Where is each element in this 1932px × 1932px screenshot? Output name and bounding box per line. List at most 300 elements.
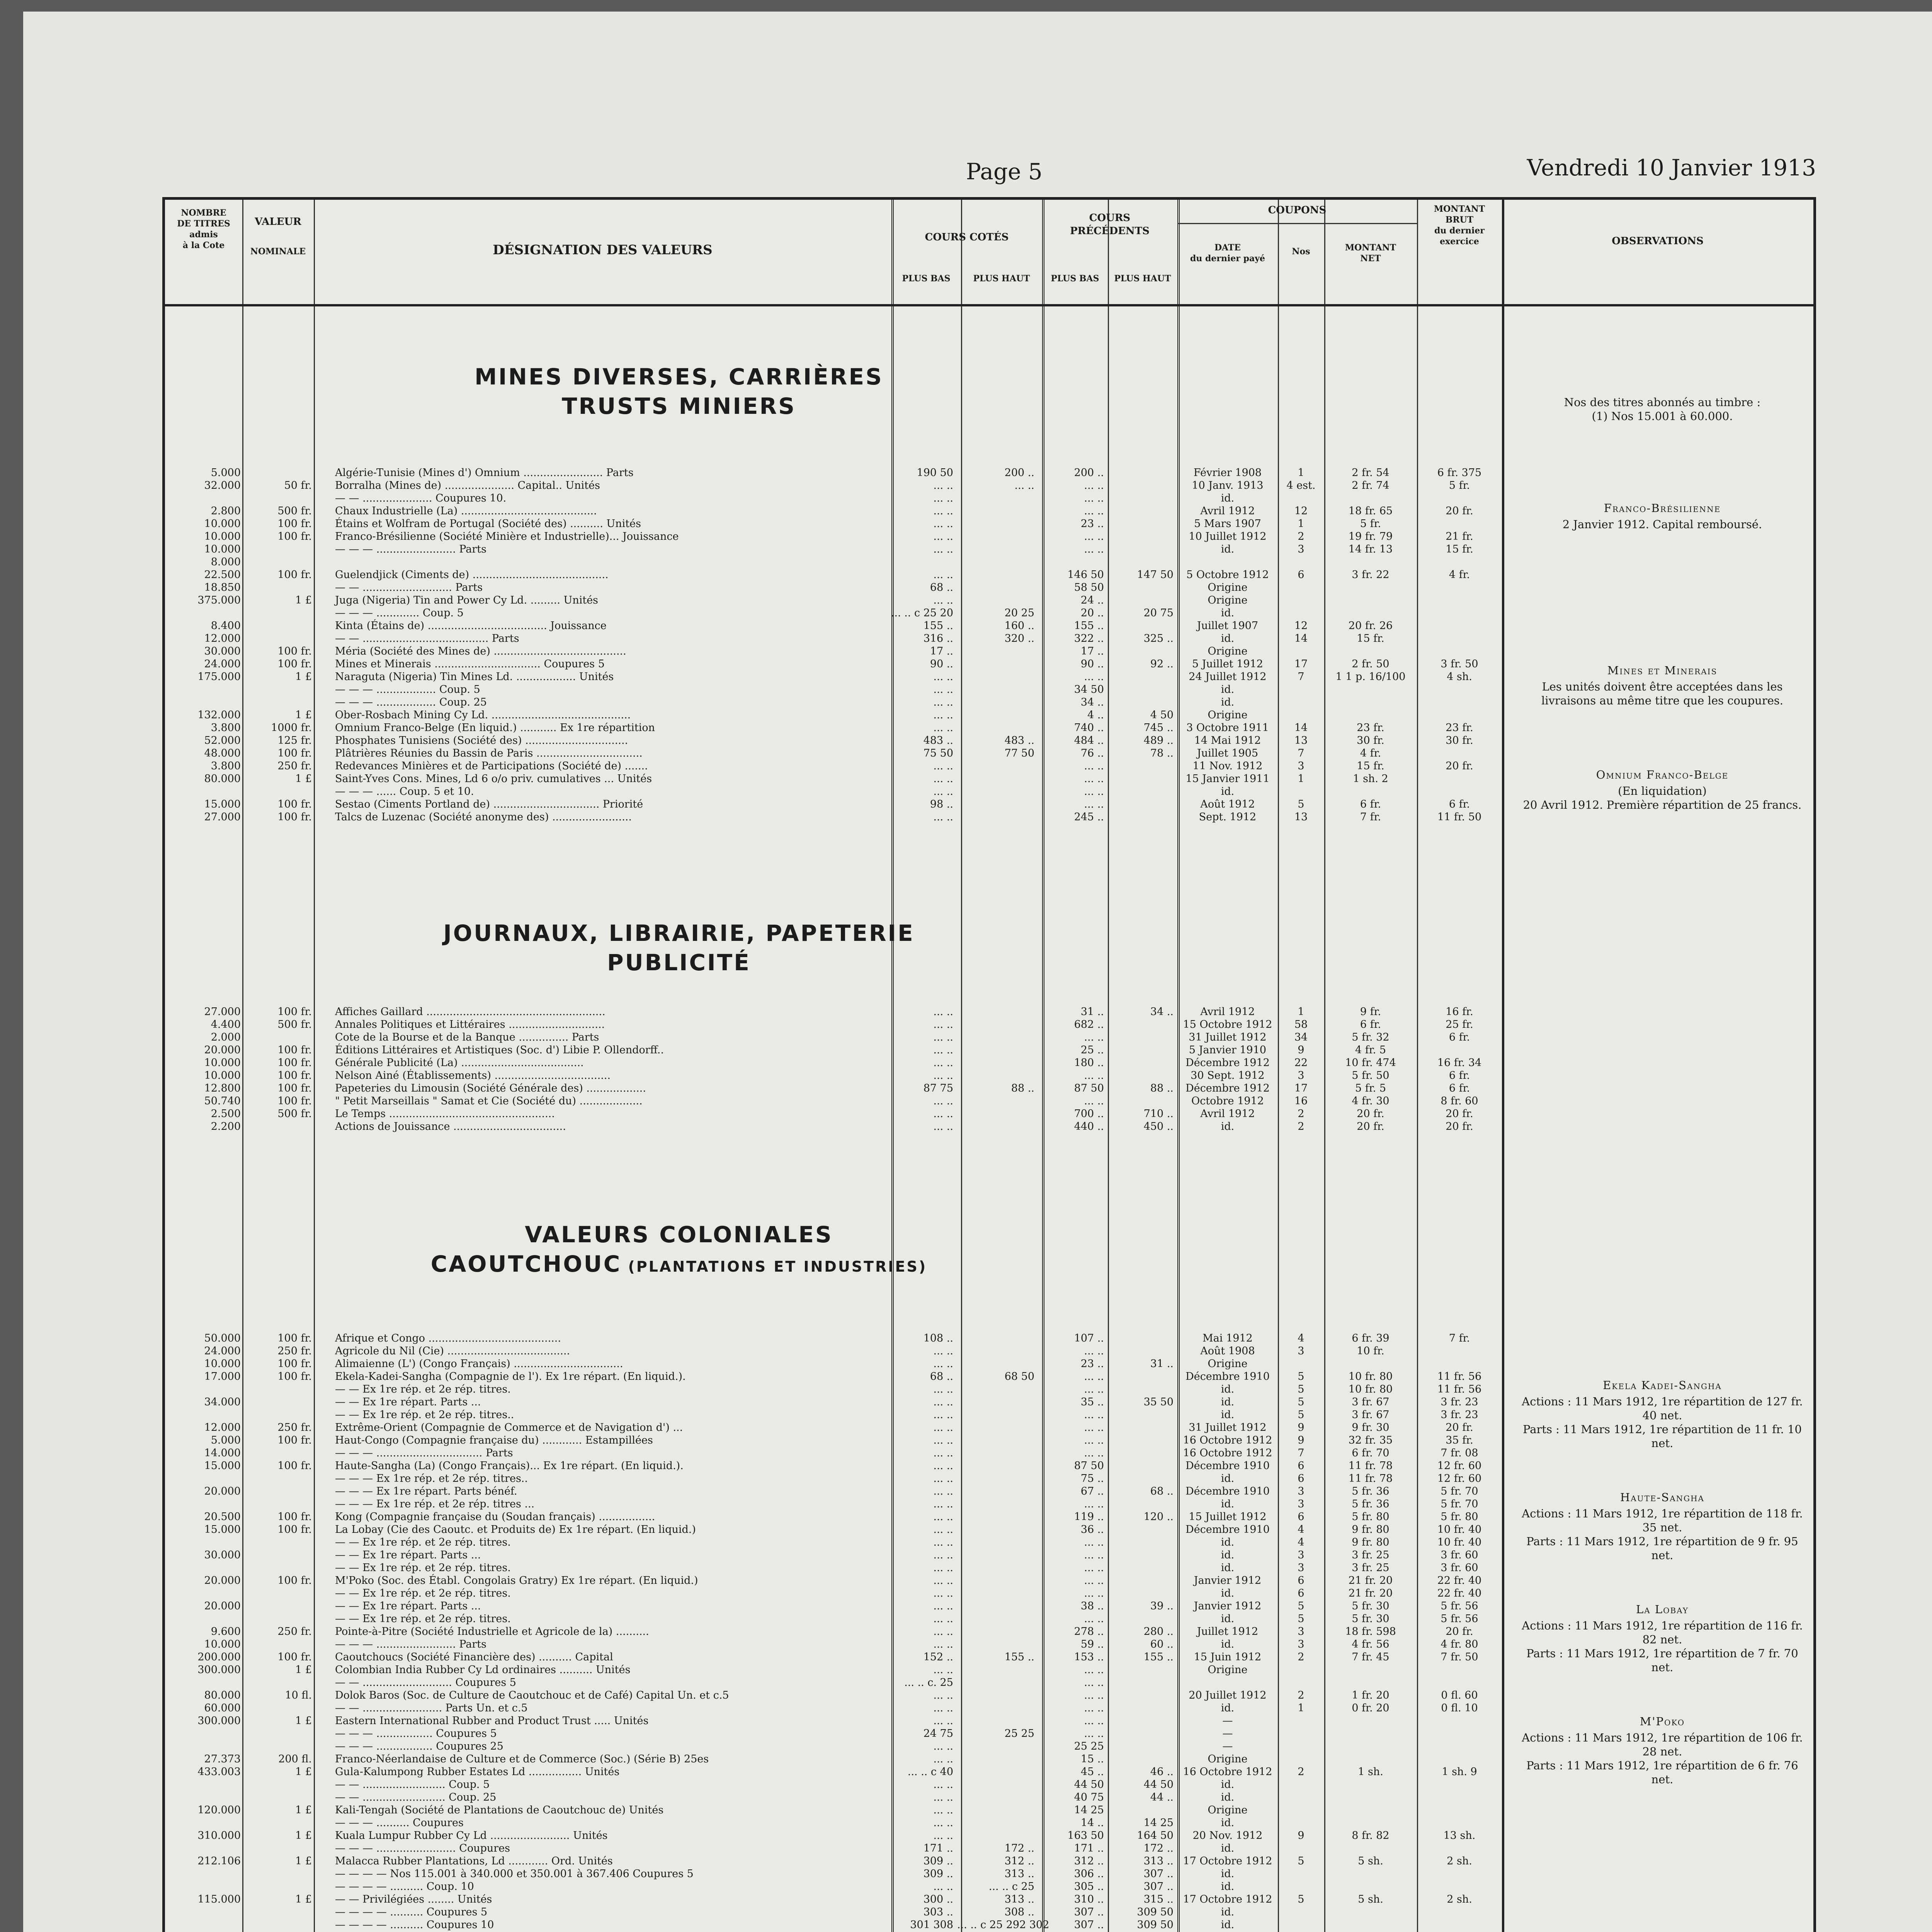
cell-dt: 5 Octobre 1912 bbox=[1186, 569, 1269, 581]
table-row bbox=[165, 1676, 1813, 1689]
cell-plo: ... .. bbox=[1084, 1587, 1104, 1599]
table-row bbox=[165, 1082, 1813, 1095]
cell-plo: 153 .. bbox=[1074, 1651, 1104, 1663]
cell-plo: 307 .. bbox=[1074, 1919, 1104, 1931]
cell-dt: 17 Octobre 1912 bbox=[1183, 1893, 1272, 1905]
table-row bbox=[165, 568, 1813, 581]
cell-val: 100 fr. bbox=[277, 658, 312, 670]
cell-nb: 10.000 bbox=[204, 518, 241, 530]
cell-amt: 5 fr. 5 bbox=[1355, 1082, 1386, 1094]
cell-val: 100 fr. bbox=[277, 1070, 312, 1082]
cell-plo: ... .. bbox=[1084, 760, 1104, 772]
cell-no: 13 bbox=[1294, 735, 1308, 747]
header-cours-cotes: COURS COTÉS bbox=[925, 231, 1009, 243]
cell-nb: 120.000 bbox=[197, 1804, 241, 1816]
cell-val: 100 fr. bbox=[277, 1332, 312, 1344]
cell-val: 1 £ bbox=[295, 1664, 312, 1676]
cell-nb: 3.800 bbox=[211, 722, 241, 734]
cell-val: 100 fr. bbox=[277, 747, 312, 759]
header-date-paye: DATE du dernier payé bbox=[1190, 243, 1265, 264]
cell-hi: ... .. bbox=[1014, 480, 1034, 492]
cell-dt: 17 Octobre 1912 bbox=[1183, 1855, 1272, 1867]
cell-dt: — bbox=[1222, 1728, 1233, 1740]
cell-ex: 4 fr. bbox=[1449, 569, 1470, 581]
cell-amt: 5 fr. 80 bbox=[1352, 1511, 1389, 1523]
cell-ex: 11 fr. 56 bbox=[1437, 1371, 1482, 1383]
cell-des: Malacca Rubber Plantations, Ld ............ Ord. Unités bbox=[335, 1855, 613, 1867]
cell-amt: 9 fr. 80 bbox=[1352, 1524, 1389, 1536]
cell-no: 14 bbox=[1294, 633, 1308, 645]
cell-hi: 160 .. bbox=[1004, 620, 1034, 632]
cell-nb: 60.000 bbox=[204, 1702, 241, 1714]
cell-no: 6 bbox=[1298, 1575, 1304, 1587]
cell-dt: id. bbox=[1221, 1121, 1235, 1133]
cell-nb: 10.000 bbox=[204, 543, 241, 555]
cell-ex: 0 fl. 60 bbox=[1441, 1689, 1478, 1701]
cell-lo: ... .. bbox=[933, 518, 953, 530]
cell-ex: 5 fr. 56 bbox=[1440, 1600, 1478, 1612]
cell-plo: ... .. bbox=[1084, 1549, 1104, 1561]
cell-amt: 4 fr. bbox=[1360, 747, 1381, 759]
cell-nb: 80.000 bbox=[204, 773, 241, 785]
cell-des: Haute-Sangha (La) (Congo Français)... Ex 1re répart. (En liquid.). bbox=[335, 1460, 684, 1472]
cell-plo: 34 .. bbox=[1080, 696, 1104, 708]
cell-plo: ... .. bbox=[1084, 1575, 1104, 1587]
cell-ex: 3 fr. 60 bbox=[1440, 1549, 1478, 1561]
table-row bbox=[165, 479, 1813, 492]
cell-lo: ... .. bbox=[933, 1791, 953, 1803]
cell-dt: id. bbox=[1221, 1842, 1235, 1854]
observation-omnium-franco-belge: Omnium Franco-Belge (En liquidation) 20 Avril 1912. Première répartition de 25 francs. bbox=[1523, 768, 1802, 811]
cell-dt: Origine bbox=[1208, 709, 1248, 721]
cell-lo: ... .. bbox=[933, 1006, 953, 1018]
cell-no: 1 bbox=[1298, 467, 1304, 479]
cell-ex: 5 fr. 70 bbox=[1440, 1498, 1478, 1510]
cell-no: 4 est. bbox=[1286, 480, 1316, 492]
cell-no: 1 bbox=[1298, 1006, 1304, 1018]
cell-plo: 31 .. bbox=[1080, 1006, 1104, 1018]
cell-nb: 2.500 bbox=[211, 1108, 241, 1120]
cell-des: — — — ................................ Parts bbox=[335, 1447, 513, 1459]
cell-des: Sestao (Ciments Portland de) ................................ Priorité bbox=[335, 798, 643, 810]
cell-dt: Origine bbox=[1208, 582, 1248, 594]
cell-amt: 5 fr. bbox=[1360, 518, 1381, 530]
cell-des: Borralha (Mines de) ..................... Capital.. Unités bbox=[335, 480, 600, 492]
cell-amt: 6 fr. 39 bbox=[1352, 1332, 1389, 1344]
header-plus-bas: PLUS BAS bbox=[902, 274, 951, 284]
cell-dt: id. bbox=[1221, 1779, 1235, 1791]
cell-dt: Décembre 1910 bbox=[1185, 1485, 1270, 1497]
cell-nb: 433.003 bbox=[197, 1766, 241, 1778]
cell-nb: 12.000 bbox=[204, 1422, 241, 1434]
cell-amt: 8 fr. 82 bbox=[1352, 1830, 1389, 1842]
cell-dt: id. bbox=[1221, 1473, 1235, 1485]
cell-nb: 15.000 bbox=[204, 798, 241, 810]
cell-plo: ... .. bbox=[1084, 1536, 1104, 1548]
cell-phi: 164 50 bbox=[1137, 1830, 1173, 1842]
cell-plo: 107 .. bbox=[1074, 1332, 1104, 1344]
cell-lo: ... .. bbox=[933, 1409, 953, 1421]
cell-lo: ... .. bbox=[933, 811, 953, 823]
cell-lo: ... .. bbox=[933, 1536, 953, 1548]
cell-val: 1 £ bbox=[295, 1766, 312, 1778]
cell-val: 1 £ bbox=[295, 709, 312, 721]
cell-val: 100 fr. bbox=[277, 798, 312, 810]
cell-plo: 87 50 bbox=[1074, 1082, 1104, 1094]
table-row bbox=[165, 632, 1813, 645]
cell-des: Affiches Gaillard ...................................................... bbox=[335, 1006, 605, 1018]
cell-des: Papeteries du Limousin (Société Générale des) .................. bbox=[335, 1082, 646, 1094]
cell-val: 100 fr. bbox=[277, 811, 312, 823]
table-row bbox=[165, 556, 1813, 568]
cell-des: Éditions Littéraires et Artistiques (Soc. d') Libie P. Ollendorff.. bbox=[335, 1044, 664, 1056]
cell-des: Agricole du Nil (Cie) ..................................... bbox=[335, 1345, 570, 1357]
cell-des: Saint-Yves Cons. Mines, Ld 6 o/o priv. cumulatives ... Unités bbox=[335, 773, 652, 785]
cell-des: Algérie-Tunisie (Mines d') Omnium ........................ Parts bbox=[335, 467, 634, 479]
cell-plo: ... .. bbox=[1084, 1409, 1104, 1421]
cell-des: La Lobay (Cie des Caoutc. et Produits de) Ex 1re répart. (En liquid.) bbox=[335, 1524, 696, 1536]
cell-des: — — — — .......... Coupures 10 bbox=[335, 1919, 494, 1931]
cell-dt: id. bbox=[1221, 1562, 1235, 1574]
table-row bbox=[165, 1893, 1813, 1906]
cell-val: 100 fr. bbox=[277, 1575, 312, 1587]
cell-dt: 15 Juin 1912 bbox=[1194, 1651, 1262, 1663]
cell-amt: 30 fr. bbox=[1357, 735, 1384, 747]
cell-lo: ... .. bbox=[933, 1121, 953, 1133]
cell-val: 1 £ bbox=[295, 773, 312, 785]
cell-lo: ... .. bbox=[933, 1664, 953, 1676]
cell-lo: ... .. bbox=[933, 1460, 953, 1472]
cell-plo: 90 .. bbox=[1080, 658, 1104, 670]
cell-lo: 90 .. bbox=[930, 658, 953, 670]
table-row bbox=[165, 1867, 1813, 1880]
table-row bbox=[165, 1332, 1813, 1345]
cell-no: 1 bbox=[1298, 518, 1304, 530]
cell-dt: 11 Nov. 1912 bbox=[1192, 760, 1263, 772]
cell-val: 100 fr. bbox=[277, 1057, 312, 1069]
cell-nb: 175.000 bbox=[197, 671, 241, 683]
cell-val: 1 £ bbox=[295, 671, 312, 683]
cell-plo: 322 .. bbox=[1074, 633, 1104, 645]
cell-des: Dolok Baros (Soc. de Culture de Caoutchouc et de Café) Capital Un. et c.5 bbox=[335, 1689, 729, 1701]
cell-dt: Origine bbox=[1208, 1753, 1248, 1765]
cell-nb: 5.000 bbox=[211, 467, 241, 479]
cell-lo: ... .. bbox=[933, 1562, 953, 1574]
cell-dt: id. bbox=[1221, 492, 1235, 504]
cell-hi: ... .. c 25 bbox=[988, 1881, 1034, 1893]
cell-val: 100 fr. bbox=[277, 1371, 312, 1383]
cell-des: Extrême-Orient (Compagnie de Commerce et de Navigation d') ... bbox=[335, 1422, 683, 1434]
cell-plo: 24 .. bbox=[1080, 594, 1104, 606]
cell-des: — — — ........................ Coupures bbox=[335, 1842, 510, 1854]
cell-dt: Décembre 1912 bbox=[1185, 1082, 1270, 1094]
table-row bbox=[165, 581, 1813, 594]
cell-val: 250 fr. bbox=[277, 1626, 312, 1638]
cell-ex: 7 fr. 08 bbox=[1440, 1447, 1478, 1459]
cell-des: — — — ...... Coup. 5 et 10. bbox=[335, 786, 474, 798]
cell-no: 3 bbox=[1298, 543, 1304, 555]
cell-dt: Février 1908 bbox=[1193, 467, 1262, 479]
cell-plo: 14 .. bbox=[1080, 1817, 1104, 1829]
cell-ex: 25 fr. bbox=[1446, 1019, 1473, 1031]
cell-nb: 22.500 bbox=[204, 569, 241, 581]
cell-dt: 16 Octobre 1912 bbox=[1183, 1434, 1272, 1446]
cell-nb: 8.000 bbox=[211, 556, 241, 568]
cell-val: 100 fr. bbox=[277, 1358, 312, 1370]
table-row bbox=[165, 734, 1813, 747]
cell-des: — — Ex 1re rép. et 2e rép. titres.. bbox=[335, 1409, 514, 1421]
cell-dt: id. bbox=[1221, 1791, 1235, 1803]
cell-no: 3 bbox=[1298, 1485, 1304, 1497]
cell-des: — — ...................................... Parts bbox=[335, 633, 519, 645]
cell-plo: 700 .. bbox=[1074, 1108, 1104, 1120]
cell-phi: 120 .. bbox=[1143, 1511, 1173, 1523]
cell-val: 100 fr. bbox=[277, 518, 312, 530]
cell-dt: Décembre 1912 bbox=[1185, 1057, 1270, 1069]
cell-des: Haut-Congo (Compagnie française du) ............ Estampillées bbox=[335, 1434, 653, 1446]
cell-des: — — ......................... Coup. 5 bbox=[335, 1779, 490, 1791]
cell-no: 2 bbox=[1298, 1108, 1304, 1120]
cell-ex: 10 fr. 40 bbox=[1437, 1536, 1482, 1548]
cell-amt: 5 fr. 30 bbox=[1352, 1613, 1389, 1625]
table-row bbox=[165, 1829, 1813, 1842]
cell-ex: 3 fr. 50 bbox=[1440, 658, 1478, 670]
cell-no: 2 bbox=[1298, 531, 1304, 543]
cell-dt: 30 Sept. 1912 bbox=[1190, 1070, 1265, 1082]
cell-lo: ... .. c 40 bbox=[907, 1766, 953, 1778]
cell-no: 5 bbox=[1298, 1855, 1304, 1867]
cell-no: 2 bbox=[1298, 1651, 1304, 1663]
cell-des: Le Temps .................................................. bbox=[335, 1108, 555, 1120]
cell-ex: 6 fr. bbox=[1449, 798, 1470, 810]
cell-plo: 15 .. bbox=[1080, 1753, 1104, 1765]
cell-dt: 5 Juillet 1912 bbox=[1192, 658, 1263, 670]
cell-ex: 11 fr. 56 bbox=[1437, 1383, 1482, 1395]
cell-lo: 75 50 bbox=[923, 747, 953, 759]
cell-plo: ... .. bbox=[1084, 1728, 1104, 1740]
table-row bbox=[165, 721, 1813, 734]
cell-lo: ... .. bbox=[933, 1345, 953, 1357]
cell-nb: 20.000 bbox=[204, 1044, 241, 1056]
cell-plo: ... .. bbox=[1084, 1702, 1104, 1714]
header-observations: OBSERVATIONS bbox=[1612, 235, 1704, 247]
cell-amt: 2 fr. 74 bbox=[1352, 480, 1389, 492]
cell-amt: 10 fr. 80 bbox=[1348, 1383, 1393, 1395]
cell-phi: 307 .. bbox=[1143, 1881, 1173, 1893]
cell-amt: 9 fr. 30 bbox=[1352, 1422, 1389, 1434]
cell-plo: 34 50 bbox=[1074, 684, 1104, 696]
cell-des: — — — — .......... Coupures 5 bbox=[335, 1906, 488, 1918]
cell-lo: ... .. bbox=[933, 760, 953, 772]
cell-phi: 313 .. bbox=[1143, 1855, 1173, 1867]
cell-val: 100 fr. bbox=[277, 1460, 312, 1472]
cell-dt: id. bbox=[1221, 1638, 1235, 1650]
observation-mines-et-minerais: Mines et Minerais Les unités doivent être acceptées dans les livraisons au même titre que les coupures. bbox=[1541, 664, 1783, 707]
cell-val: 100 fr. bbox=[277, 1511, 312, 1523]
cell-ex: 23 fr. bbox=[1446, 722, 1473, 734]
cell-dt: Avril 1912 bbox=[1200, 1108, 1255, 1120]
cell-nb: 30.000 bbox=[204, 645, 241, 657]
cell-lo: ... .. bbox=[933, 1830, 953, 1842]
cell-lo: ... .. bbox=[933, 1031, 953, 1043]
cell-no: 5 bbox=[1298, 1600, 1304, 1612]
cell-amt: 3 fr. 25 bbox=[1352, 1549, 1389, 1561]
cell-no: 4 bbox=[1298, 1524, 1304, 1536]
cell-ex: 10 fr. 40 bbox=[1437, 1524, 1482, 1536]
cell-plo: ... .. bbox=[1084, 1689, 1104, 1701]
cell-hi: 88 .. bbox=[1011, 1082, 1034, 1094]
cell-phi: 20 75 bbox=[1143, 607, 1173, 619]
table-row bbox=[165, 530, 1813, 543]
cell-lo: ... .. bbox=[933, 505, 953, 517]
cell-no: 7 bbox=[1298, 671, 1304, 683]
cell-val: 100 fr. bbox=[277, 1434, 312, 1446]
cell-amt: 5 sh. bbox=[1358, 1855, 1383, 1867]
cell-des: Plâtrières Réunies du Bassin de Paris ................................ bbox=[335, 747, 643, 759]
cell-dt: id. bbox=[1221, 1868, 1235, 1880]
cell-lo: ... .. bbox=[933, 1689, 953, 1701]
cell-nb: 5.000 bbox=[211, 1434, 241, 1446]
cell-dt: Mai 1912 bbox=[1202, 1332, 1253, 1344]
cell-nb: 8.400 bbox=[211, 620, 241, 632]
table-row bbox=[165, 1044, 1813, 1056]
cell-des: — — ........................... Parts bbox=[335, 582, 483, 594]
cell-val: 1 £ bbox=[295, 1804, 312, 1816]
cell-no: 9 bbox=[1298, 1434, 1304, 1446]
observation-franco-bresilienne: Franco-Brésilienne 2 Janvier 1912. Capital remboursé. bbox=[1562, 502, 1762, 531]
cell-ex: 22 fr. 40 bbox=[1437, 1575, 1482, 1587]
cell-ex: 20 fr. bbox=[1446, 1121, 1473, 1133]
cell-lo: ... .. bbox=[933, 1434, 953, 1446]
cell-dt: Décembre 1910 bbox=[1185, 1524, 1270, 1536]
cell-ex: 0 fl. 10 bbox=[1441, 1702, 1478, 1714]
cell-des: Kinta (Étains de) .................................... Jouissance bbox=[335, 620, 607, 632]
cell-plo: ... .. bbox=[1084, 1562, 1104, 1574]
cell-ex: 2 sh. bbox=[1447, 1893, 1472, 1905]
cell-amt: 1 fr. 20 bbox=[1352, 1689, 1389, 1701]
cell-no: 6 bbox=[1298, 569, 1304, 581]
header-rule bbox=[165, 304, 1813, 306]
cell-no: 2 bbox=[1298, 1689, 1304, 1701]
cell-no: 6 bbox=[1298, 1460, 1304, 1472]
cell-plo: 155 .. bbox=[1074, 620, 1104, 632]
cell-nb: 12.800 bbox=[204, 1082, 241, 1094]
cell-lo: ... .. bbox=[933, 1044, 953, 1056]
cell-amt: 23 fr. bbox=[1357, 722, 1384, 734]
cell-no: 2 bbox=[1298, 1121, 1304, 1133]
cell-des: M'Poko (Soc. des Établ. Congolais Gratry) Ex 1re répart. (En liquid.) bbox=[335, 1575, 698, 1587]
cell-plo: 67 .. bbox=[1080, 1485, 1104, 1497]
cell-des: Étains et Wolfram de Portugal (Société des) .......... Unités bbox=[335, 518, 641, 530]
cell-plo: ... .. bbox=[1084, 1383, 1104, 1395]
table-row bbox=[165, 607, 1813, 619]
cell-des: Eastern International Rubber and Product Trust ..... Unités bbox=[335, 1715, 649, 1727]
cell-lo: ... .. bbox=[933, 1358, 953, 1370]
cell-hi: 313 .. bbox=[1004, 1868, 1034, 1880]
cell-lo: ... .. bbox=[933, 1575, 953, 1587]
cell-plo: 440 .. bbox=[1074, 1121, 1104, 1133]
cell-lo: 190 50 bbox=[917, 467, 953, 479]
table-row bbox=[165, 1574, 1813, 1587]
cell-plo: 278 .. bbox=[1074, 1626, 1104, 1638]
cell-des: — — — .......... Coupures bbox=[335, 1817, 464, 1829]
table-row bbox=[165, 1031, 1813, 1044]
cell-hi: 320 .. bbox=[1004, 633, 1034, 645]
cell-lo: 98 .. bbox=[930, 798, 953, 810]
cell-des: — — — .................. Coup. 5 bbox=[335, 684, 480, 696]
cell-dt: 5 Mars 1907 bbox=[1194, 518, 1261, 530]
cell-des: Colombian India Rubber Cy Ld ordinaires .......... Unités bbox=[335, 1664, 631, 1676]
cell-dt: Décembre 1910 bbox=[1185, 1460, 1270, 1472]
cell-nb: 50.740 bbox=[204, 1095, 241, 1107]
cell-des: Nelson Ainé (Établissements) ................................... bbox=[335, 1070, 611, 1082]
cell-no: 9 bbox=[1298, 1422, 1304, 1434]
cell-des: Ober-Rosbach Mining Cy Ld. .......................................... bbox=[335, 709, 631, 721]
observation-haute-sangha: Haute-Sangha Actions : 11 Mars 1912, 1re répartition de 118 fr. 35 net. Parts : 11 Mars 1912, 1re répartition de 9 fr. 95 net. bbox=[1522, 1491, 1803, 1562]
cell-plo: 310 .. bbox=[1074, 1893, 1104, 1905]
cell-lo: ... .. bbox=[933, 1702, 953, 1714]
header-coupons: COUPONS bbox=[1268, 204, 1327, 216]
cell-plo: 20 .. bbox=[1080, 607, 1104, 619]
observation-mpoko: M'Poko Actions : 11 Mars 1912, 1re répartition de 106 fr. 28 net. Parts : 11 Mars 1912, 1re répartition de 6 fr. 76 net. bbox=[1522, 1715, 1803, 1786]
cell-plo: 76 .. bbox=[1080, 747, 1104, 759]
cell-val: 1 £ bbox=[295, 594, 312, 606]
cell-des: — — — ........................ Parts bbox=[335, 543, 486, 555]
cell-phi: 172 .. bbox=[1143, 1842, 1173, 1854]
cell-amt: 10 fr. 474 bbox=[1345, 1057, 1396, 1069]
cell-lo: ... .. c 25 20 bbox=[891, 607, 953, 619]
cell-amt: 5 fr. 36 bbox=[1352, 1498, 1389, 1510]
cell-des: — — Ex 1re rép. et 2e rép. titres. bbox=[335, 1562, 511, 1574]
cell-plo: ... .. bbox=[1084, 1031, 1104, 1043]
cell-phi: 46 .. bbox=[1150, 1766, 1173, 1778]
cell-nb: 300.000 bbox=[197, 1715, 241, 1727]
header-rule bbox=[1177, 223, 1417, 224]
cell-lo: 309 .. bbox=[923, 1868, 953, 1880]
cell-phi: 280 .. bbox=[1143, 1626, 1173, 1638]
cell-amt: 5 fr. 32 bbox=[1352, 1031, 1389, 1043]
cell-amt: 6 fr. 70 bbox=[1352, 1447, 1389, 1459]
cell-plo: 59 .. bbox=[1080, 1638, 1104, 1650]
cell-plo: 171 .. bbox=[1074, 1842, 1104, 1854]
cell-ex: 5 fr. bbox=[1449, 480, 1470, 492]
cell-val: 1 £ bbox=[295, 1855, 312, 1867]
cell-no: 3 bbox=[1298, 1498, 1304, 1510]
cell-plo: ... .. bbox=[1084, 1434, 1104, 1446]
cell-plo: 23 .. bbox=[1080, 1358, 1104, 1370]
cell-amt: 19 fr. 79 bbox=[1348, 531, 1393, 543]
cell-nb: 20.000 bbox=[204, 1575, 241, 1587]
cell-ex: 21 fr. bbox=[1446, 531, 1473, 543]
cell-no: 22 bbox=[1294, 1057, 1308, 1069]
cell-plo: 25 25 bbox=[1074, 1740, 1104, 1752]
cell-des: Naraguta (Nigeria) Tin Mines Ld. .................. Unités bbox=[335, 671, 614, 683]
cell-dt: 10 Janv. 1913 bbox=[1192, 480, 1264, 492]
table-row bbox=[165, 709, 1813, 721]
cell-val: 500 fr. bbox=[277, 505, 312, 517]
cell-nb: 48.000 bbox=[204, 747, 241, 759]
cell-dt: id. bbox=[1221, 1587, 1235, 1599]
cell-plo: ... .. bbox=[1084, 1070, 1104, 1082]
cell-hi: 25 25 bbox=[1004, 1728, 1034, 1740]
table-row bbox=[165, 1357, 1813, 1370]
header-valeur: VALEUR bbox=[255, 216, 301, 228]
cell-phi: 14 25 bbox=[1143, 1817, 1173, 1829]
cell-plo: ... .. bbox=[1084, 492, 1104, 504]
cell-lo: ... .. bbox=[933, 1587, 953, 1599]
cell-phi: 4 50 bbox=[1150, 709, 1173, 721]
cell-dt: Origine bbox=[1208, 1358, 1248, 1370]
